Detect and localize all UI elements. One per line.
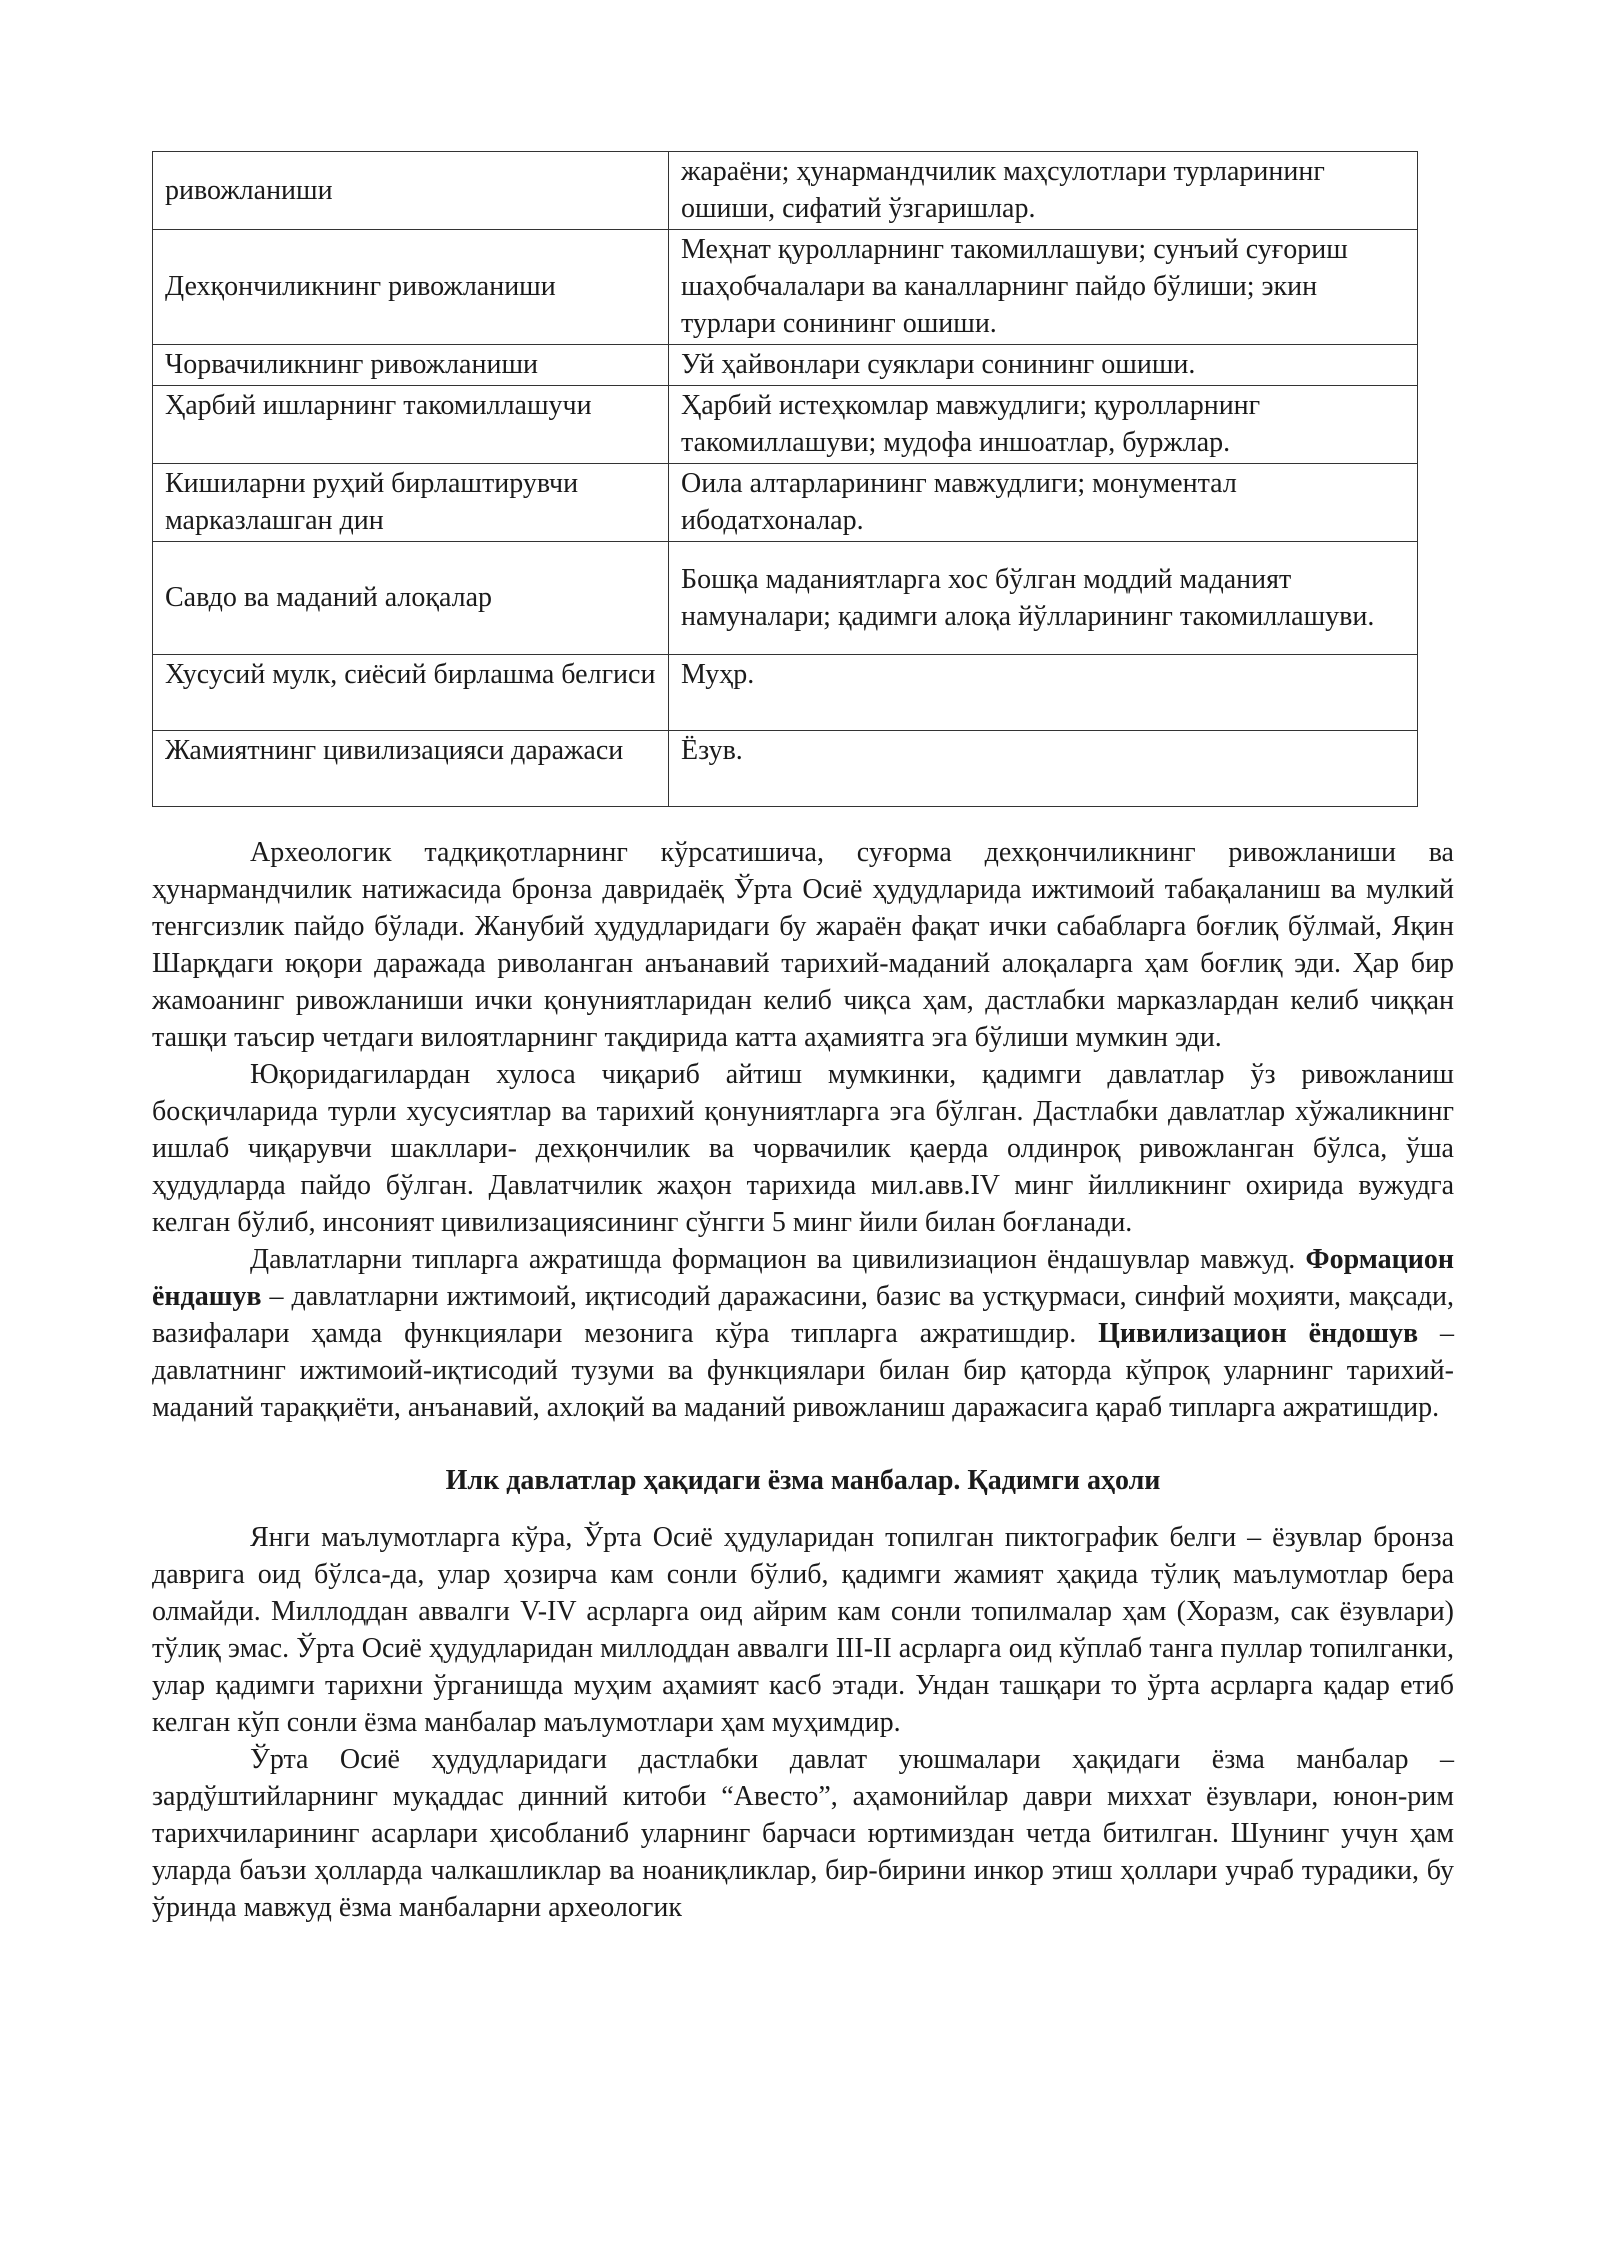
table-cell-criterion: Жамиятнинг цивилизацияси даражаси	[153, 731, 669, 807]
table-cell-evidence: Ҳарбий истеҳкомлар мавжудлиги; қуролларнинг такомиллашуви; мудофа иншоатлар, буржлар.	[669, 386, 1418, 464]
approaches-intro-text: Давлатларни типларга ажратишда формацион ва цивилизиацион ёндашувлар мавжуд.	[250, 1244, 1306, 1275]
table-row	[153, 464, 1418, 542]
paragraph-written-sources: Янги маълумотларга кўра, Ўрта Осиё ҳудуларидан топилган пиктографик белги – ёзувлар бронза даврига оид бўлса-да, улар ҳозирча кам сонли бўлиб, қадимги жамият ҳақида тўлиқ маълумотлар бера олмайди. Миллоддан аввалги V-IV асрларга оид айрим кам сонли топилмалар ҳам (Хоразм, сак ёзувлари) тўлиқ эмас. Ўрта Осиё ҳудудларидан миллоддан аввалги III-II асрларга оид кўплаб танга пуллар топилганки, улар қадимги тарихни ўрганишда муҳим аҳамият касб этади. Ундан ташқари то ўрта асрларга қадар етиб келган кўп сонли ёзма манбалар маълумотлари ҳам муҳимдир.	[152, 1522, 1454, 1738]
table-cell-evidence: Муҳр.	[669, 655, 1418, 731]
section-heading: Илк давлатлар ҳақидаги ёзма манбалар. Қадимги аҳоли	[445, 1465, 1161, 1496]
paragraph-avesta: Ўрта Осиё ҳудудларидаги дастлабки давлат уюшмалари ҳақидаги ёзма манбалар – зардўштийларнинг муқаддас динний китоби “Авесто”, аҳамонийлар даври миххат ёзувлари, юнон-рим тарихчиларининг асарлари ҳисобланиб уларнинг барчаси юртимиздан четда битилган. Шунинг учун ҳам уларда баъзи ҳолларда чалкашликлар ва ноаниқликлар, бир-бирини инкор этиш ҳоллари учраб турадики, бу ўринда мавжуд ёзма манбаларни археологик	[152, 1744, 1454, 1923]
table-cell-criterion: Чорвачиликнинг ривожланиши	[153, 345, 669, 386]
paragraph-approaches	[152, 1241, 1454, 1426]
paragraph-conclusion: Юқоридагилардан хулоса чиқариб айтиш мумкинки, қадимги давлатлар ўз ривожланиш босқичларида турли хусусиятлар ва тарихий қонуниятларга эга бўлган. Дастлабки давлатлар хўжаликнинг ишлаб чиқарувчи шакллари- дехқончилик ва чорвачилик қаерда олдинроқ ривожланган бўлса, ўша ҳудудларда пайдо бўлган. Давлатчилик жаҳон тарихида мил.авв.IV минг йилликнинг охирида вужудга келган бўлиб, инсоният цивилизациясининг сўнгги 5 минг йили билан боғланади.	[152, 1059, 1454, 1238]
table-cell-evidence: Уй ҳайвонлари суяклари сонининг ошиши.	[669, 345, 1418, 386]
table-cell-evidence: Ёзув.	[669, 731, 1418, 807]
table-row	[153, 731, 1418, 807]
table-row	[153, 152, 1418, 230]
criteria-table	[152, 151, 1418, 807]
table-row	[153, 230, 1418, 345]
table-cell-criterion: Хусусий мулк, сиёсий бирлашма белгиси	[153, 655, 669, 731]
paragraph-archaeology: Археологик тадқиқотларнинг кўрсатишича, суғорма дехқончиликнинг ривожланиши ва ҳунармандчилик натижасида бронза давридаёқ Ўрта Осиё ҳудудларида ижтимоий табақаланиш ва мулкий тенгсизлик пайдо бўлади. Жанубий ҳудудларидаги бу жараён фақат ички сабабларга боғлиқ бўлмай, Яқин Шарқдаги юқори даражада риволанган анъанавий тарихий-маданий алоқаларга ҳам боғлиқ эди. Ҳар бир жамоанинг ривожланиши ички қонуниятларидан келиб чиқса ҳам, дастлабки марказлардан келиб чиққан ташқи таъсир четдаги вилоятларнинг тақдирида катта аҳамиятга эга бўлиши мумкин эди.	[152, 837, 1454, 1053]
table-cell-criterion: Дехқончиликнинг ривожланиши	[153, 230, 669, 345]
table-cell-evidence: Оила алтарларининг мавжудлиги; монументал ибодатхоналар.	[669, 464, 1418, 542]
body-text	[152, 834, 1454, 1926]
table-row	[153, 386, 1418, 464]
table-cell-evidence: Меҳнат қуролларнинг такомиллашуви; сунъий суғориш шаҳобчалалари ва каналларнинг пайдо бўлиши; экин турлари сонининг ошиши.	[669, 230, 1418, 345]
table-cell-criterion: Кишиларни руҳий бирлаштирувчи марказлашган дин	[153, 464, 669, 542]
civilization-approach-term: Цивилизацион ёндошув	[1098, 1318, 1419, 1349]
formation-approach-text: – давлатларни ижтимоий, иқтисодий даражасини, базис ва устқурмаси, синфий моҳияти, мақсади, вазифалари ҳамда функциялари мезонига кўра типларга ажратишдир.	[152, 1281, 1454, 1349]
table-cell-criterion: Савдо ва маданий алоқалар	[153, 542, 669, 655]
formation-approach-term: Формацион ёндашув	[152, 1244, 1454, 1312]
table-cell-criterion: Ҳарбий ишларнинг такомиллашучи	[153, 386, 669, 464]
table-row	[153, 345, 1418, 386]
table-cell-evidence: Бошқа маданиятларга хос бўлган моддий маданият намуналари; қадимги алоқа йўлларининг такомиллашуви.	[669, 542, 1418, 655]
table-cell-evidence: жараёни; ҳунармандчилик маҳсулотлари турларининг ошиши, сифатий ўзгаришлар.	[669, 152, 1418, 230]
table-cell-criterion: ривожланиши	[153, 152, 669, 230]
table-row	[153, 655, 1418, 731]
civilization-approach-text: – давлатнинг ижтимоий-иқтисодий тузуми ва функциялари билан бир қаторда кўпроқ уларнинг тарихий-маданий тараққиёти, анъанавий, ахлоқий ва маданий ривожланиш даражасига қараб типларга ажратишдир.	[152, 1318, 1454, 1423]
table-row	[153, 542, 1418, 655]
